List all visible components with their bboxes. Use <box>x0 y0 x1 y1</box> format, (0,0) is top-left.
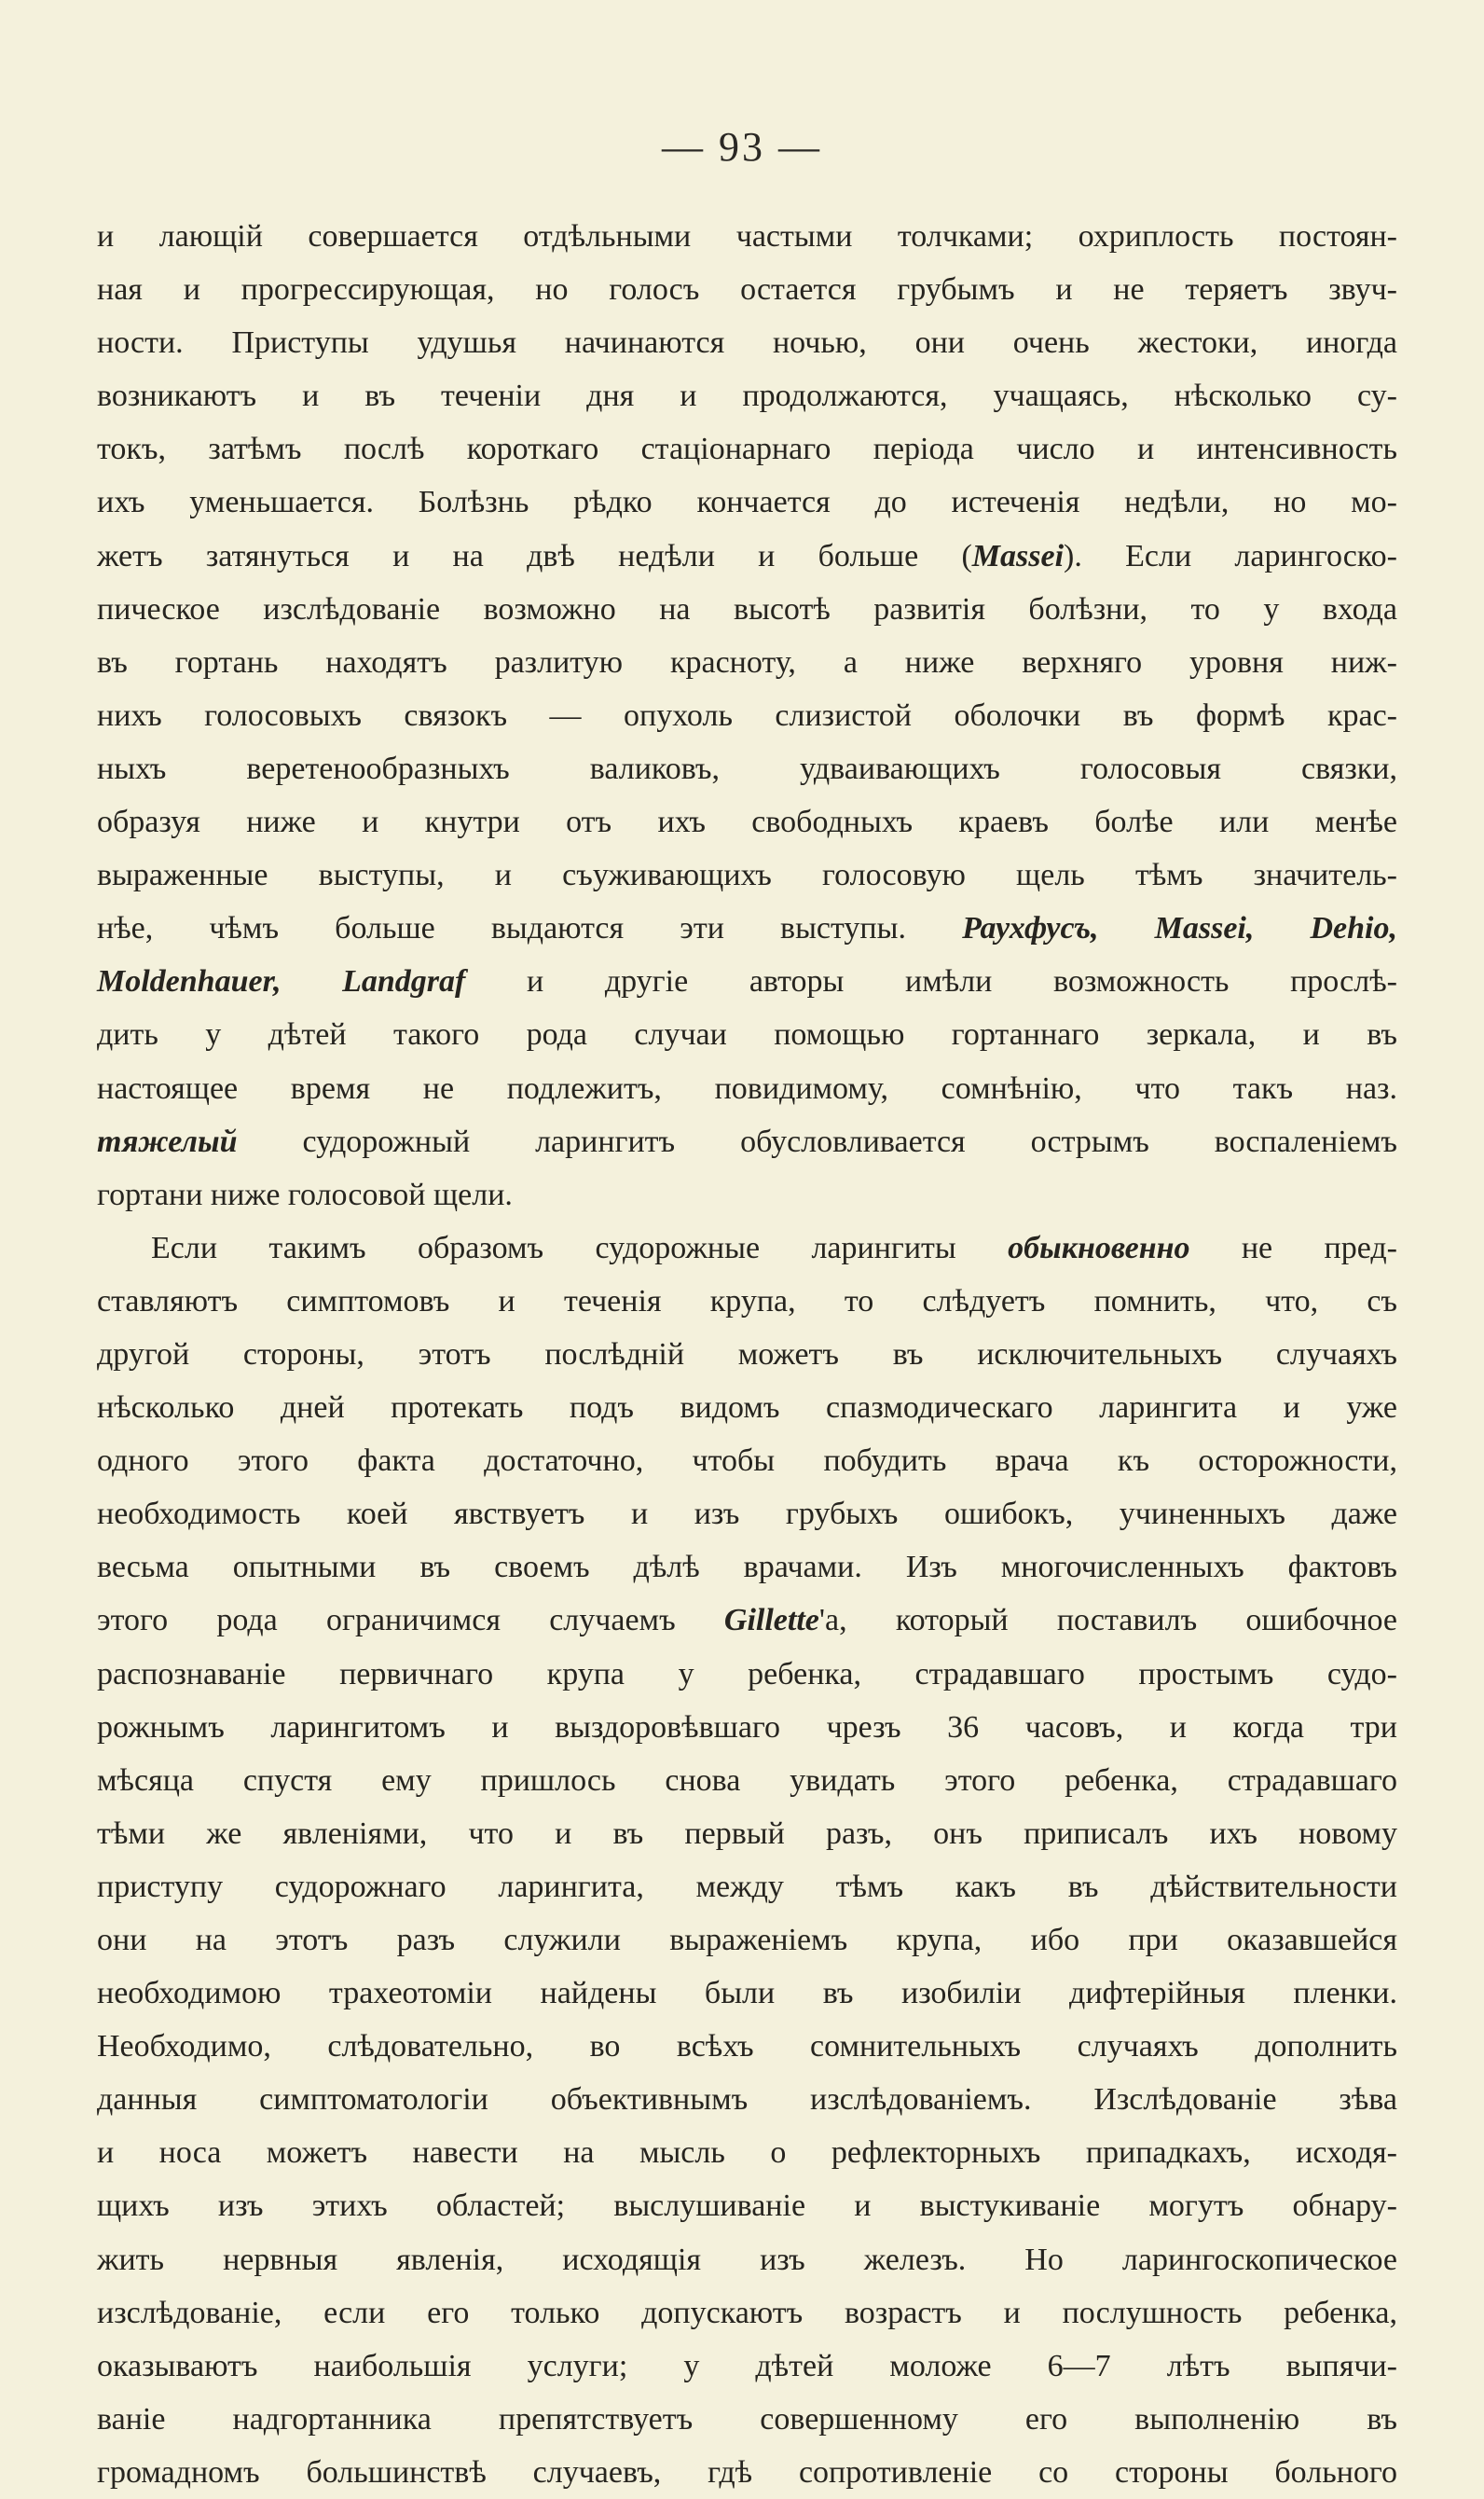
text-line: нѣсколько дней протекать подъ видомъ спазмодическаго ларингита и уже <box>97 1390 1397 1426</box>
text-line: жить нервныя явленія, исходящія изъ железъ. Но ларингоскопическое <box>97 2242 1397 2277</box>
text-line: мѣсяца спустя ему пришлось снова увидать этого ребенка, страдавшаго <box>97 1762 1397 1798</box>
text-line: возникаютъ и въ теченіи дня и продолжаются, учащаясь, нѣсколько су- <box>97 379 1397 414</box>
text-line: этого рода ограничимся случаемъ Gillette'а, который поставилъ ошибочное <box>97 1603 1397 1638</box>
text-line: ности. Приступы удушья начинаются ночью, они очень жестоки, иногда <box>97 325 1397 361</box>
text-line: выраженные выступы, и съуживающихъ голосовую щель тѣмъ значитель- <box>97 858 1397 893</box>
text-line: и лающій совершается отдѣльными частыми толчками; охриплость постоян- <box>97 219 1397 254</box>
text-line: нѣе, чѣмъ больше выдаются эти выступы. Раухфусъ, Massei, Dehio, <box>97 911 1397 946</box>
text-line: Moldenhauer, Landgraf и другіе авторы имѣли возможность прослѣ- <box>97 964 1397 1000</box>
text-line: весьма опытными въ своемъ дѣлѣ врачами. Изъ многочисленныхъ фактовъ <box>97 1550 1397 1585</box>
text-line: ная и прогрессирующая, но голосъ остается грубымъ и не теряетъ звуч- <box>97 272 1397 308</box>
text-line: ваніе надгортанника препятствуетъ совершенному его выполненію въ <box>97 2401 1397 2437</box>
text-line: необходимость коей явствуетъ и изъ грубыхъ ошибокъ, учиненныхъ даже <box>97 1497 1397 1532</box>
text-line: приступу судорожнаго ларингита, между тѣмъ какъ въ дѣйствительности <box>97 1869 1397 1904</box>
body-text <box>97 210 1397 2499</box>
text-line: другой стороны, этотъ послѣдній можетъ въ исключительныхъ случаяхъ <box>97 1336 1397 1372</box>
text-line: настоящее время не подлежитъ, повидимому, сомнѣнію, что такъ наз. <box>97 1070 1397 1106</box>
text-line: изслѣдованіе, если его только допускаютъ возрастъ и послушность ребенка, <box>97 2295 1397 2330</box>
text-line: щихъ изъ этихъ областей; выслушиваніе и выстукиваніе могутъ обнару- <box>97 2188 1397 2224</box>
text-line: токъ, затѣмъ послѣ короткаго стаціонарнаго періода число и интенсивность <box>97 432 1397 467</box>
text-line: Необходимо, слѣдовательно, во всѣхъ сомнительныхъ случаяхъ дополнить <box>97 2029 1397 2064</box>
text-line: нихъ голосовыхъ связокъ — опухоль слизистой оболочки въ формѣ крас- <box>97 697 1397 733</box>
text-line: и носа можетъ навести на мысль о рефлекторныхъ припадкахъ, исходя- <box>97 2135 1397 2171</box>
emphasized-text: обыкновенно <box>1008 1230 1190 1265</box>
paragraph <box>97 210 1397 1222</box>
text-line: ставляютъ симптомовъ и теченія крупа, то слѣдуетъ помнить, что, съ <box>97 1283 1397 1319</box>
text-line: образуя ниже и кнутри отъ ихъ свободныхъ краевъ болѣе или менѣе <box>97 805 1397 840</box>
text-line: они на этотъ разъ служили выраженіемъ крупа, ибо при оказавшейся <box>97 1923 1397 1957</box>
text-line: оказываютъ наибольшія услуги; у дѣтей моложе 6—7 лѣтъ выпячи- <box>97 2348 1397 2383</box>
text-line: гортани ниже голосовой щели. <box>97 1177 513 1212</box>
text-line: дить у дѣтей такого рода случаи помощью гортаннаго зеркала, и въ <box>97 1017 1397 1053</box>
text-line: распознаваніе первичнаго крупа у ребенка, страдавшаго простымъ судо- <box>97 1656 1397 1691</box>
text-line: тѣми же явленіями, что и въ первый разъ, онъ приписалъ ихъ новому <box>97 1816 1397 1851</box>
text-line: ныхъ веретенообразныхъ валиковъ, удваивающихъ голосовыя связки, <box>97 751 1397 786</box>
emphasized-text: Gillette <box>723 1603 819 1638</box>
emphasized-text: Раухфусъ, Massei, Dehio, <box>962 911 1397 946</box>
text-line: пическое изслѣдованіе возможно на высотѣ развитія болѣзни, то у входа <box>97 591 1397 627</box>
text-line: громадномъ большинствѣ случаевъ, гдѣ сопротивленіе со стороны больного <box>97 2454 1397 2490</box>
text-line: ихъ уменьшается. Болѣзнь рѣдко кончается до истеченія недѣли, но мо- <box>97 485 1397 520</box>
text-line: жетъ затянуться и на двѣ недѣли и больше (Massei). Если ларингоско- <box>97 538 1397 573</box>
emphasized-text: Moldenhauer, Landgraf <box>97 964 466 1000</box>
page-number: — 93 — <box>662 124 822 170</box>
text-line: данныя симптоматологіи объективнымъ изслѣдованіемъ. Изслѣдованіе зѣва <box>97 2082 1397 2118</box>
paragraph <box>97 1222 1397 2499</box>
text-line: необходимою трахеотоміи найдены были въ изобиліи дифтерійныя пленки. <box>97 1976 1397 2011</box>
text-line: тяжелый судорожный ларингитъ обусловливается острымъ воспаленіемъ <box>97 1124 1397 1159</box>
text-line: одного этого факта достаточно, чтобы побудить врача къ осторожности, <box>97 1443 1397 1479</box>
text-line: въ гортань находятъ разлитую красноту, а ниже верхняго уровня ниж- <box>97 644 1397 680</box>
emphasized-text: тяжелый <box>97 1124 238 1159</box>
text-line: рожнымъ ларингитомъ и выздоровѣвшаго чрезъ 36 часовъ, и когда три <box>97 1709 1397 1745</box>
text-line: Если такимъ образомъ судорожные ларингиты обыкновенно не пред- <box>151 1230 1398 1265</box>
emphasized-text: Massei <box>971 538 1065 573</box>
